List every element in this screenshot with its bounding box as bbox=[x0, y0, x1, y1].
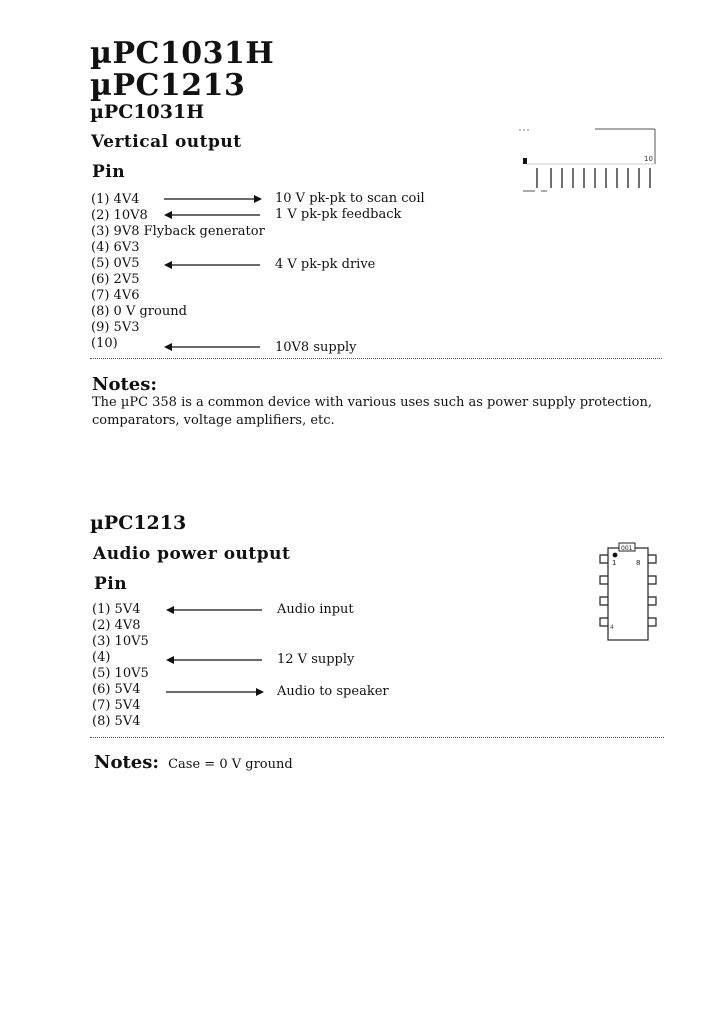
ic-pin-marker: 10 bbox=[644, 155, 653, 163]
signal-label: 4 V pk-pk drive bbox=[275, 257, 376, 272]
signal-label: 12 V supply bbox=[277, 652, 355, 667]
pin-row: (2) 4V8 bbox=[92, 618, 141, 633]
section1-arrows bbox=[160, 192, 270, 362]
arrow-out-icon bbox=[164, 195, 262, 203]
sil-package-icon bbox=[515, 124, 660, 196]
section2-heading: µPC1213 bbox=[90, 512, 187, 534]
notes-heading: Notes: bbox=[94, 752, 160, 773]
ic-pin1-label: 1 bbox=[612, 559, 617, 567]
arrow-in-icon bbox=[166, 606, 262, 614]
pin-row: (3) 9V8 Flyback generator bbox=[91, 224, 265, 239]
signal-label: Audio to speaker bbox=[277, 684, 389, 699]
arrow-in-icon bbox=[164, 261, 260, 269]
signal-label: 10V8 supply bbox=[275, 340, 357, 355]
pin-row: (6) 2V5 bbox=[91, 272, 140, 287]
pin-row: (7) 4V6 bbox=[91, 288, 140, 303]
pin1-dot-icon bbox=[613, 553, 618, 558]
notes-row bbox=[94, 752, 293, 774]
page-title-2: µPC1213 bbox=[90, 68, 246, 103]
pin-row: (8) 5V4 bbox=[92, 714, 141, 729]
signal-label: 1 V pk-pk feedback bbox=[275, 207, 402, 222]
pin-row: (10) bbox=[91, 336, 118, 351]
ic-pin4-label: 4 bbox=[610, 624, 614, 631]
dip8-package-icon bbox=[594, 540, 662, 642]
divider bbox=[90, 358, 662, 359]
divider bbox=[90, 737, 664, 738]
arrow-in-icon bbox=[164, 343, 260, 351]
signal-label: Audio input bbox=[277, 602, 354, 617]
ic-pin8-label: 8 bbox=[636, 559, 641, 567]
pin-row: (2) 10V8 bbox=[91, 208, 148, 223]
section2-subheading: Audio power output bbox=[93, 544, 291, 564]
section1-heading: µPC1031H bbox=[90, 101, 205, 123]
ic-label: 001 bbox=[621, 545, 633, 552]
arrow-in-icon bbox=[164, 211, 260, 219]
section2-pin-list bbox=[92, 602, 149, 730]
pin-row: (6) 5V4 bbox=[92, 682, 141, 697]
pin-row: (7) 5V4 bbox=[92, 698, 141, 713]
arrow-out-icon bbox=[166, 688, 264, 696]
notes-text: The µPC 358 is a common device with various uses such as power supply protection, comparators, voltage amplifiers, etc. bbox=[92, 395, 652, 428]
notes-text: Case = 0 V ground bbox=[168, 757, 293, 772]
notes-heading: Notes: bbox=[92, 374, 158, 395]
pin-row: (5) 10V5 bbox=[92, 666, 149, 681]
section1-subheading: Vertical output bbox=[91, 132, 242, 152]
pin-row: (1) 5V4 bbox=[92, 602, 141, 617]
page-title-1: µPC1031H bbox=[90, 36, 275, 71]
pin-row: (1) 4V4 bbox=[91, 192, 140, 207]
section2-arrows bbox=[160, 602, 270, 702]
pin-row: (4) bbox=[92, 650, 111, 665]
pin-row: (5) 0V5 bbox=[91, 256, 140, 271]
signal-label: 10 V pk-pk to scan coil bbox=[275, 191, 425, 206]
section1-pin-label: Pin bbox=[92, 162, 126, 182]
section2-pin-label: Pin bbox=[94, 574, 128, 594]
pin-row: (4) 6V3 bbox=[91, 240, 140, 255]
arrow-in-icon bbox=[166, 656, 262, 664]
pin-row: (3) 10V5 bbox=[92, 634, 149, 649]
pin-row: (8) 0 V ground bbox=[91, 304, 187, 319]
pin-row: (9) 5V3 bbox=[91, 320, 140, 335]
